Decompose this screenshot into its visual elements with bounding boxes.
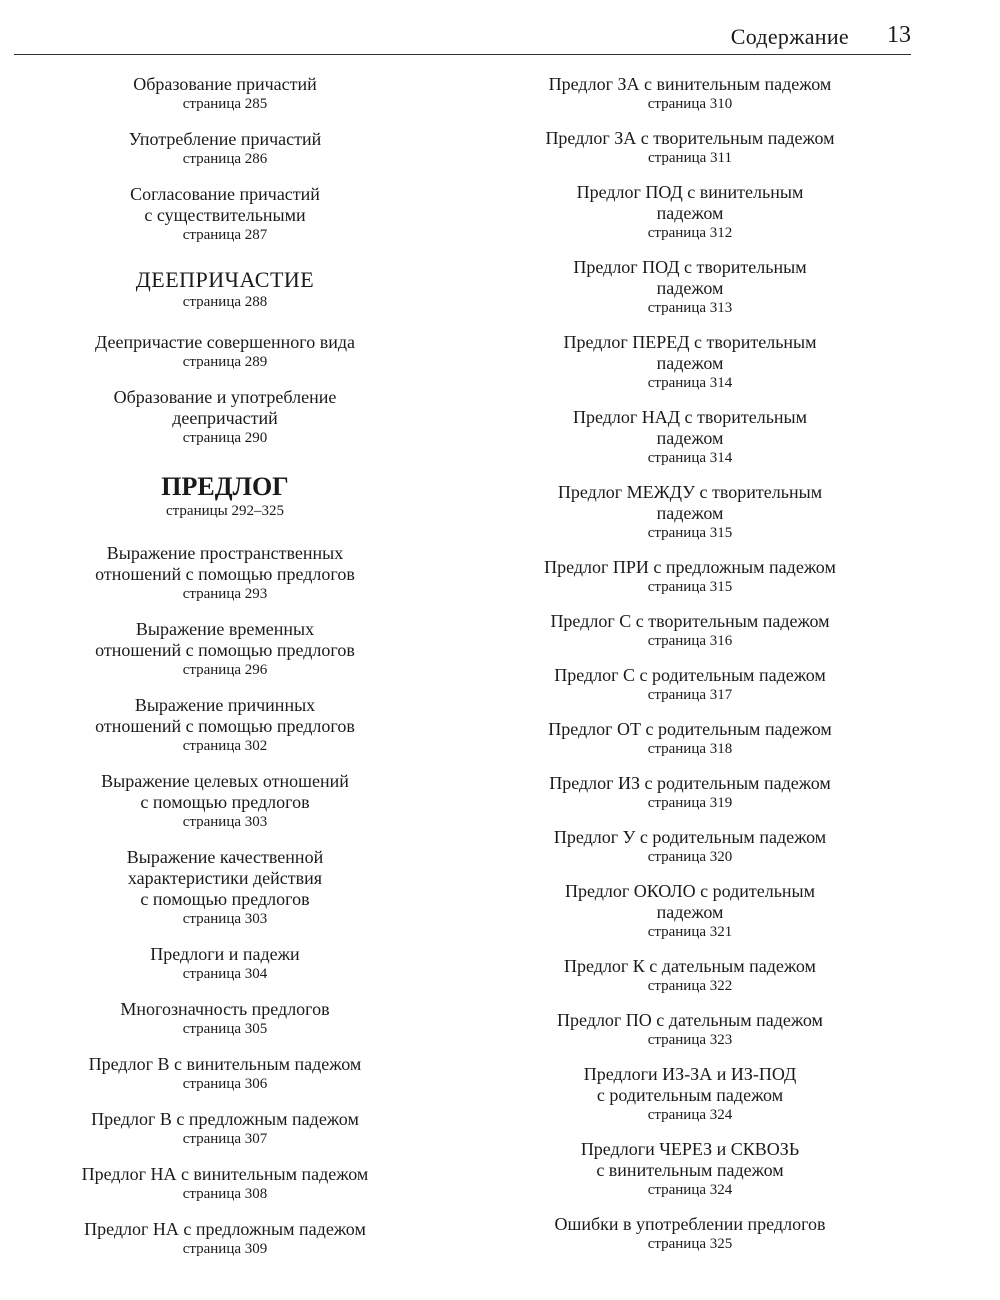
toc-entry: [515, 1064, 865, 1125]
toc-entry: [60, 944, 390, 984]
toc-entry: [60, 1054, 390, 1094]
toc-entry-page: страница 314: [647, 450, 733, 466]
toc-entry: [515, 557, 865, 597]
toc-entry-page: страница 317: [647, 687, 733, 703]
toc-entry-title: Предлог В с винительным падежом: [88, 1054, 362, 1074]
toc-left-column: [60, 74, 390, 1274]
toc-entry-page: страница 314: [647, 375, 733, 391]
toc-entry-page: страница 320: [647, 849, 733, 865]
toc-entry-page: страница 288: [182, 294, 268, 310]
toc-entry-page: страница 316: [647, 633, 733, 649]
toc-entry-title: Выражение временных отношений с помощью предлогов: [95, 619, 355, 660]
toc-entry: [515, 1139, 865, 1200]
toc-entry-title: Предлог ПРИ с предложным падежом: [544, 557, 836, 577]
toc-entry-page: страница 307: [182, 1131, 268, 1147]
toc-entry-page: страница 325: [647, 1236, 733, 1252]
toc-entry: [515, 182, 865, 243]
toc-chapter-heading: [60, 472, 390, 521]
toc-entry-title: Деепричастие совершенного вида: [95, 332, 355, 352]
toc-entry-title: Предлог К с дательным падежом: [564, 956, 816, 976]
toc-entry: [60, 129, 390, 169]
toc-entry-page: страница 324: [647, 1107, 733, 1123]
toc-entry-title: Употребление причастий: [128, 129, 322, 149]
toc-entry: [60, 771, 390, 832]
toc-entry-title: Выражение причинных отношений с помощью предлогов: [95, 695, 355, 736]
toc-entry-title: Предлоги и падежи: [150, 944, 300, 964]
toc-entry-title: Предлог ОТ с родительным падежом: [548, 719, 832, 739]
toc-entry: [515, 719, 865, 759]
toc-entry: [515, 74, 865, 114]
toc-entry-page: страница 306: [182, 1076, 268, 1092]
toc-entry-page: страница 312: [647, 225, 733, 241]
toc-entry: [60, 847, 390, 929]
toc-entry-title: Согласование причастий с существительными: [130, 184, 320, 225]
toc-entry-title: Предлог ПЕРЕД с творительным падежом: [563, 332, 817, 373]
toc-entry: [60, 543, 390, 604]
toc-entry-title: Предлоги ЧЕРЕЗ и СКВОЗЬ с винительным падежом: [580, 1139, 800, 1180]
toc-entry-page: страница 308: [182, 1186, 268, 1202]
toc-entry: [60, 1219, 390, 1259]
toc-entry-page: страница 296: [182, 662, 268, 678]
toc-entry: [60, 184, 390, 245]
toc-entry: [515, 881, 865, 942]
toc-entry: [515, 482, 865, 543]
toc-entry-title: Предлог У с родительным падежом: [553, 827, 827, 847]
chapter-heading-title: ПРЕДЛОГ: [161, 472, 289, 501]
toc-entry-title: Ошибки в употреблении предлогов: [554, 1214, 826, 1234]
toc-entry-title: Предлоги ИЗ-ЗА и ИЗ-ПОД с родительным падежом: [583, 1064, 797, 1105]
section-title: Содержание: [730, 24, 849, 49]
toc-section-heading: [60, 267, 390, 312]
section-heading-title: ДЕЕПРИЧАСТИЕ: [135, 267, 315, 292]
toc-entry-page: страница 303: [182, 911, 268, 927]
toc-entry-page: страница 304: [182, 966, 268, 982]
toc-entry-title: Многозначность предлогов: [120, 999, 330, 1019]
toc-entry-page: страница 302: [182, 738, 268, 754]
toc-entry-title: Предлог ПОД с винительным падежом: [576, 182, 804, 223]
toc-entry-page: страница 285: [182, 96, 268, 112]
toc-entry-page: страница 323: [647, 1032, 733, 1048]
toc-entry: [515, 956, 865, 996]
toc-entry-title: Образование причастий: [133, 74, 317, 94]
toc-entry-page: страница 315: [647, 579, 733, 595]
toc-entry-page: страница 324: [647, 1182, 733, 1198]
toc-entry: [515, 257, 865, 318]
toc-entry-page: страница 322: [647, 978, 733, 994]
toc-entry: [60, 1109, 390, 1149]
toc-entry-title: Образование и употребление деепричастий: [113, 387, 337, 428]
toc-entry: [60, 1164, 390, 1204]
toc-entry-page: страница 303: [182, 814, 268, 830]
toc-entry-page: страницы 292–325: [166, 503, 284, 519]
toc-entry: [515, 773, 865, 813]
toc-entry: [60, 695, 390, 756]
toc-entry-title: Предлог НАД с творительным падежом: [572, 407, 808, 448]
toc-entry-page: страница 313: [647, 300, 733, 316]
toc-entry-title: Предлог НА с винительным падежом: [81, 1164, 369, 1184]
toc-entry-title: Выражение целевых отношений с помощью предлогов: [101, 771, 349, 812]
toc-entry-title: Выражение качественной характеристики действия с помощью предлогов: [126, 847, 324, 909]
toc-entry: [60, 387, 390, 448]
toc-entry-title: Предлог МЕЖДУ с творительным падежом: [557, 482, 823, 523]
toc-entry: [515, 611, 865, 651]
toc-entry-page: страница 315: [647, 525, 733, 541]
toc-entry: [60, 619, 390, 680]
toc-entry-title: Выражение пространственных отношений с помощью предлогов: [95, 543, 355, 584]
toc-entry-title: Предлог ПО с дательным падежом: [557, 1010, 823, 1030]
toc-entry-page: страница 286: [182, 151, 268, 167]
toc-entry: [515, 1010, 865, 1050]
toc-entry-title: Предлог С с родительным падежом: [554, 665, 826, 685]
toc-entry: [60, 999, 390, 1039]
toc-entry-page: страница 310: [647, 96, 733, 112]
toc-entry-title: Предлог В с предложным падежом: [91, 1109, 359, 1129]
toc-entry-page: страница 287: [182, 227, 268, 243]
toc-entry: [515, 1214, 865, 1254]
page-number: 13: [887, 22, 911, 48]
toc-entry-page: страница 293: [182, 586, 268, 602]
toc-entry-title: Предлог С с творительным падежом: [550, 611, 830, 631]
toc-entry-page: страница 318: [647, 741, 733, 757]
toc-entry-title: Предлог ПОД с творительным падежом: [573, 257, 807, 298]
toc-entry: [515, 407, 865, 468]
toc-entry-page: страница 321: [647, 924, 733, 940]
toc-entry: [60, 332, 390, 372]
toc-entry-page: страница 309: [182, 1241, 268, 1257]
toc-entry-page: страница 305: [182, 1021, 268, 1037]
toc-entry-page: страница 290: [182, 430, 268, 446]
toc-entry: [60, 74, 390, 114]
toc-entry-page: страница 311: [648, 150, 732, 166]
toc-entry-page: страница 319: [647, 795, 733, 811]
toc-entry-title: Предлог ЗА с винительным падежом: [548, 74, 832, 94]
running-header: [14, 20, 911, 55]
toc-entry: [515, 665, 865, 705]
toc-entry: [515, 827, 865, 867]
toc-entry-title: Предлог НА с предложным падежом: [84, 1219, 366, 1239]
toc-entry-page: страница 289: [182, 354, 268, 370]
toc-entry: [515, 128, 865, 168]
toc-entry-title: Предлог ОКОЛО с родительным падежом: [564, 881, 816, 922]
toc-right-column: [515, 74, 865, 1268]
toc-entry-title: Предлог ЗА с творительным падежом: [545, 128, 835, 148]
toc-entry: [515, 332, 865, 393]
toc-entry-title: Предлог ИЗ с родительным падежом: [549, 773, 831, 793]
